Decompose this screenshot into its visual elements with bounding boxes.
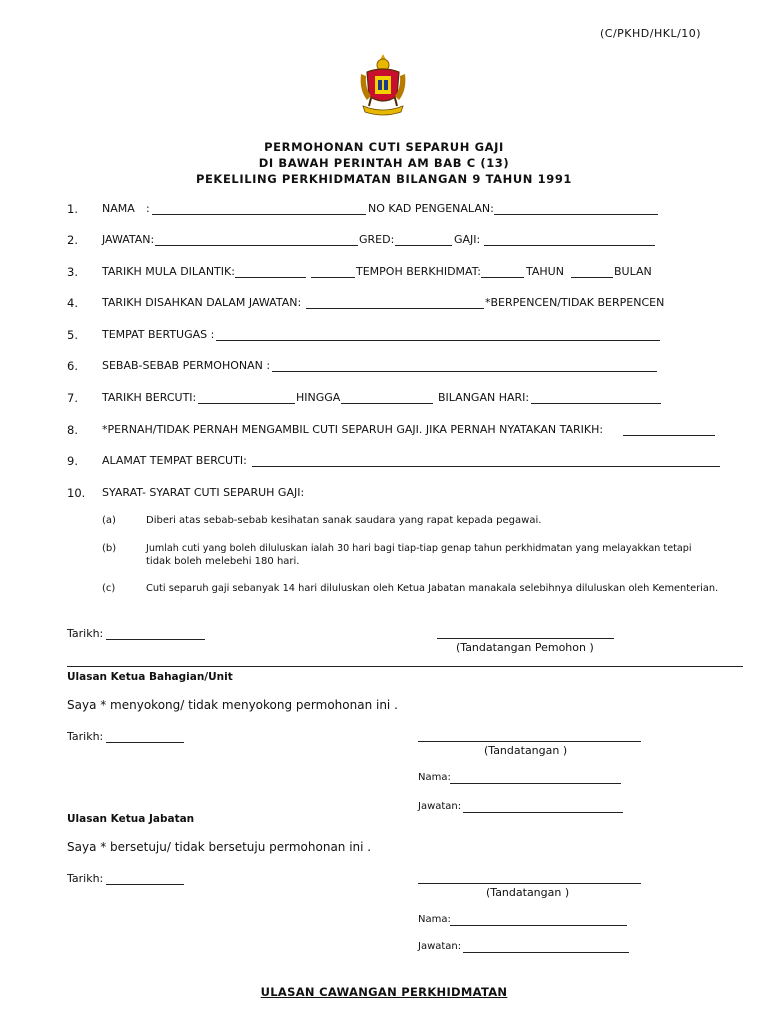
unit-section-heading: Ulasan Ketua Bahagian/Unit <box>67 671 233 683</box>
alamat-field[interactable] <box>252 466 720 467</box>
tempoh-tahun-field[interactable] <box>481 277 524 278</box>
unit-tarikh-label: Tarikh: <box>67 730 104 743</box>
reference-code: (C/PKHD/HKL/10) <box>600 27 702 40</box>
applicant-tarikh-label: Tarikh: <box>67 627 104 640</box>
unit-jawatan-label: Jawatan: <box>418 801 462 812</box>
condition-text: Cuti separuh gaji sebanyak 14 hari diluluskan oleh Ketua Jabatan manakala selebihnya diluluskan oleh Kementerian. <box>146 583 719 594</box>
item-number: 10. <box>67 486 86 500</box>
jabatan-tarikh-field[interactable] <box>106 884 184 885</box>
item-number: 1. <box>67 202 78 216</box>
item-number: 7. <box>67 391 78 405</box>
tempat-bertugas-label: TEMPAT BERTUGAS : <box>102 328 215 341</box>
tempoh-label: TEMPOH BERKHIDMAT: <box>356 265 481 278</box>
item-number: 6. <box>67 359 78 373</box>
condition-text: Diberi atas sebab-sebab kesihatan sanak saudara yang rapat kepada pegawai. <box>146 515 542 526</box>
jabatan-jawatan-field[interactable] <box>463 952 629 953</box>
tarikh-disahkan-field[interactable] <box>306 308 484 309</box>
unit-signature-caption: (Tandatangan ) <box>484 744 568 757</box>
unit-tarikh-field[interactable] <box>106 742 184 743</box>
unit-nama-label: Nama: <box>418 772 451 783</box>
condition-label: (c) <box>102 583 116 594</box>
item-number: 9. <box>67 454 78 468</box>
unit-statement: Saya * menyokong/ tidak menyokong permohonan ini . <box>67 698 398 712</box>
nama-label: NAMA <box>102 202 135 215</box>
pernah-tarikh-field[interactable] <box>623 435 715 436</box>
title-line-2: DI BAWAH PERINTAH AM BAB C (13) <box>258 156 510 170</box>
gaji-label: GAJI: <box>454 233 481 246</box>
item-number: 8. <box>67 423 78 437</box>
condition-label: (a) <box>102 515 116 526</box>
sebab-label: SEBAB-SEBAB PERMOHONAN : <box>102 359 271 372</box>
applicant-signature-line[interactable] <box>437 638 614 639</box>
jabatan-jawatan-label: Jawatan: <box>418 941 462 952</box>
tempat-bertugas-field[interactable] <box>216 340 660 341</box>
bilangan-hari-field[interactable] <box>531 403 661 404</box>
item-number: 4. <box>67 296 78 310</box>
jabatan-signature-caption: (Tandatangan ) <box>486 886 570 899</box>
tarikh-bercuti-label: TARIKH BERCUTI: <box>102 391 197 404</box>
gaji-field[interactable] <box>484 245 655 246</box>
unit-jawatan-field[interactable] <box>463 812 623 813</box>
tarikh-mula-field-1[interactable] <box>235 277 306 278</box>
nama-colon: : <box>146 202 150 215</box>
berpencen-label: *BERPENCEN/TIDAK BERPENCEN <box>485 296 665 309</box>
gred-label: GRED: <box>359 233 395 246</box>
no-kad-field[interactable] <box>494 214 658 215</box>
jabatan-nama-field[interactable] <box>450 925 627 926</box>
jawatan-field[interactable] <box>155 245 358 246</box>
tarikh-mula-field-2[interactable] <box>311 277 355 278</box>
bilangan-hari-label: BILANGAN HARI: <box>438 391 530 404</box>
sebab-field[interactable] <box>272 371 657 372</box>
applicant-tarikh-field[interactable] <box>106 639 205 640</box>
item-number: 3. <box>67 265 78 279</box>
jabatan-nama-label: Nama: <box>418 914 451 925</box>
no-kad-label: NO KAD PENGENALAN: <box>368 202 494 215</box>
cawangan-section-heading: ULASAN CAWANGAN PERKHIDMATAN <box>260 985 508 999</box>
gred-field[interactable] <box>395 245 452 246</box>
jabatan-section-heading: Ulasan Ketua Jabatan <box>67 813 195 825</box>
unit-nama-field[interactable] <box>450 783 621 784</box>
condition-text-cont: tidak boleh melebehi 180 hari. <box>146 556 300 567</box>
item-number: 5. <box>67 328 78 342</box>
title-line-1: PERMOHONAN CUTI SEPARUH GAJI <box>264 140 504 154</box>
tarikh-disahkan-label: TARIKH DISAHKAN DALAM JAWATAN: <box>102 296 302 309</box>
syarat-heading: SYARAT- SYARAT CUTI SEPARUH GAJI: <box>102 486 305 499</box>
jabatan-signature-line[interactable] <box>418 883 641 884</box>
jabatan-statement: Saya * bersetuju/ tidak bersetuju permohonan ini . <box>67 840 372 854</box>
nama-field[interactable] <box>152 214 366 215</box>
tempoh-bulan-field[interactable] <box>571 277 613 278</box>
jabatan-tarikh-label: Tarikh: <box>67 872 104 885</box>
tahun-label: TAHUN <box>526 265 564 278</box>
unit-signature-line[interactable] <box>418 741 641 742</box>
condition-text: Jumlah cuti yang boleh diluluskan ialah 30 hari bagi tiap-tiap genap tahun perkhidmatan yang melayakkan tetapi <box>146 543 692 554</box>
hingga-label: HINGGA <box>296 391 341 404</box>
hingga-field[interactable] <box>341 403 433 404</box>
coat-of-arms-emblem <box>357 52 409 120</box>
jawatan-label: JAWATAN: <box>102 233 155 246</box>
tarikh-bercuti-field[interactable] <box>198 403 295 404</box>
pernah-label: *PERNAH/TIDAK PERNAH MENGAMBIL CUTI SEPARUH GAJI. JIKA PERNAH NYATAKAN TARIKH: <box>102 423 604 436</box>
condition-label: (b) <box>102 543 117 554</box>
bulan-label: BULAN <box>614 265 652 278</box>
applicant-signature-caption: (Tandatangan Pemohon ) <box>456 641 594 654</box>
section-divider <box>67 666 743 667</box>
tarikh-mula-label: TARIKH MULA DILANTIK: <box>102 265 235 278</box>
title-line-3: PEKELILING PERKHIDMATAN BILANGAN 9 TAHUN 1991 <box>195 172 573 186</box>
item-number: 2. <box>67 233 78 247</box>
alamat-label: ALAMAT TEMPAT BERCUTI: <box>102 454 247 467</box>
